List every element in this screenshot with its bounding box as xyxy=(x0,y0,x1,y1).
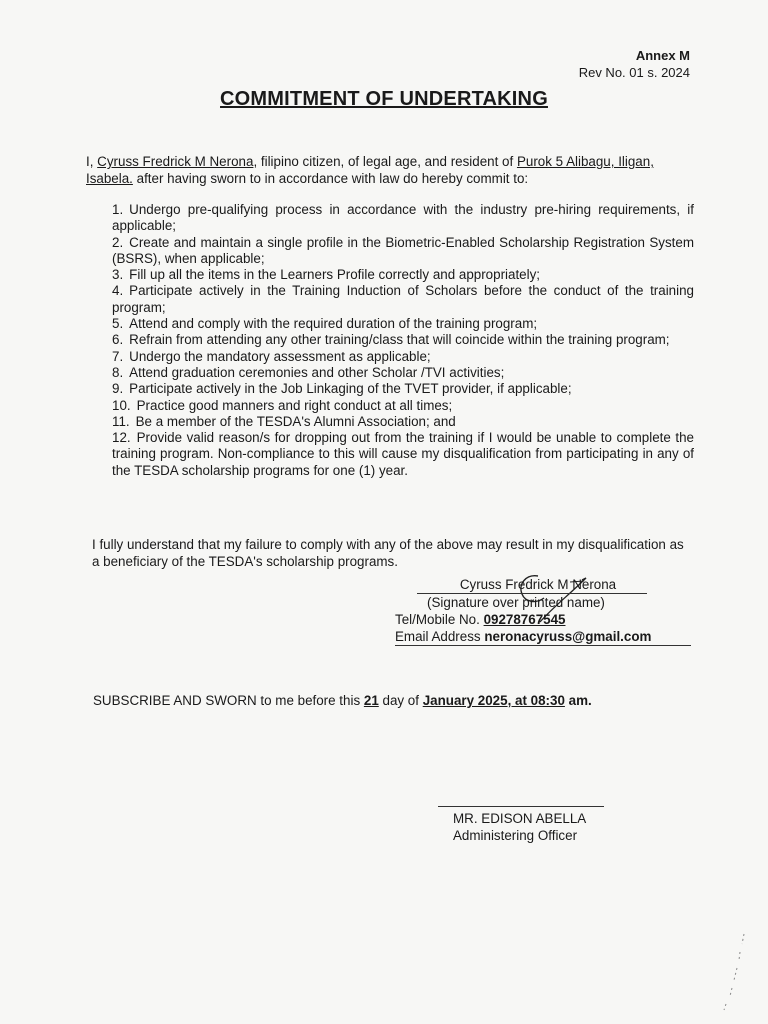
tel-row xyxy=(395,611,705,628)
document-title: COMMITMENT OF UNDERTAKING xyxy=(220,88,548,110)
intro-middle: , filipino citizen, of legal age, and resident of xyxy=(253,154,517,169)
sworn-day: 21 xyxy=(363,693,379,708)
sworn-mid: day of xyxy=(378,693,423,708)
intro-prefix: I, xyxy=(86,154,98,169)
item-text: Participate actively in the Job Linkaging of the TVET provider, if applicable; xyxy=(129,381,572,397)
item-number: 4. xyxy=(112,283,124,299)
annex-header xyxy=(579,47,690,81)
sworn-suffix: am. xyxy=(564,693,592,708)
item-number: 12. xyxy=(112,430,131,446)
email-label: Email Address xyxy=(395,629,485,644)
intro-suffix: after having sworn to in accordance with law do hereby commit to: xyxy=(132,171,529,186)
item-text: Fill up all the items in the Learners Profile correctly and appropriately; xyxy=(129,267,541,283)
email-row xyxy=(395,628,691,646)
item-text: Be a member of the TESDA's Alumni Association; and xyxy=(135,413,456,429)
list-item xyxy=(112,316,694,332)
signature-caption: (Signature over printed name) xyxy=(427,595,605,610)
officer-title: Administering Officer xyxy=(453,828,578,843)
item-text: Practice good manners and right conduct at all times; xyxy=(136,397,453,413)
item-number: 3. xyxy=(112,267,124,283)
signatory-block xyxy=(395,576,705,646)
item-text: Undergo the mandatory assessment as applicable; xyxy=(129,348,431,364)
item-text: Attend and comply with the required duration of the training program; xyxy=(129,316,538,332)
list-item xyxy=(112,235,694,268)
officer-block xyxy=(453,810,586,844)
list-item xyxy=(112,381,694,397)
list-item xyxy=(112,430,694,479)
item-text: Refrain from attending any other training/class that will coincide within the training program; xyxy=(129,332,670,348)
list-item xyxy=(112,283,694,316)
tel-label: Tel/Mobile No. xyxy=(395,612,484,627)
item-number: 6. xyxy=(112,332,124,348)
item-text: Provide valid reason/s for dropping out from the training if I would be unable to complete the training program. Non-compliance to this will cause my disqualification from participating in any of the TESDA scholarship programs for one (1) year. xyxy=(112,430,694,478)
sworn-statement xyxy=(93,692,713,709)
sworn-month: January 2025 xyxy=(422,693,508,708)
item-number: 5. xyxy=(112,316,124,332)
item-number: 11. xyxy=(112,413,130,429)
tel-value: 09278767545 xyxy=(483,612,566,627)
item-text: Participate actively in the Training Induction of Scholars before the conduct of the training program; xyxy=(112,283,694,315)
officer-signature-line xyxy=(438,806,604,807)
email-value: neronacyruss@gmail.com xyxy=(484,629,652,644)
intro-paragraph xyxy=(86,153,692,187)
list-item xyxy=(112,398,694,414)
sworn-prefix: SUBSCRIBE AND SWORN to me before this xyxy=(93,693,364,708)
officer-name: MR. EDISON ABELLA xyxy=(453,811,587,826)
annex-label: Annex M xyxy=(635,48,690,63)
item-number: 10. xyxy=(112,397,131,413)
applicant-name: Cyruss Fredrick M Nerona xyxy=(97,154,254,169)
scan-artifact-marks xyxy=(712,930,752,1020)
revision-number: Rev No. 01 s. 2024 xyxy=(578,65,690,80)
list-item xyxy=(112,414,694,430)
item-text: Undergo pre-qualifying process in accordance with the industry pre-hiring requirements, if applicable; xyxy=(112,202,694,234)
item-number: 9. xyxy=(112,381,124,397)
list-item xyxy=(112,349,694,365)
item-number: 1. xyxy=(112,202,124,217)
closing-paragraph: I fully understand that my failure to comply with any of the above may result in my disqualification as a beneficiary of the TESDA's scholarship programs. xyxy=(92,537,684,569)
commitment-list xyxy=(112,202,694,479)
item-text: Create and maintain a single profile in the Biometric-Enabled Scholarship Registration System (BSRS), when applicable; xyxy=(112,234,694,266)
item-number: 2. xyxy=(112,234,124,250)
item-number: 8. xyxy=(112,364,124,380)
signatory-name: Cyruss Fredrick M Nerona xyxy=(417,576,647,594)
item-text: Attend graduation ceremonies and other Scholar /TVI activities; xyxy=(129,364,505,380)
applicant-address: Purok 5 Alibagu, Iligan, Isabela. xyxy=(86,154,654,186)
list-item xyxy=(112,365,694,381)
list-item xyxy=(112,267,694,283)
item-number: 7. xyxy=(112,348,124,364)
list-item xyxy=(112,332,694,348)
sworn-time: , at 08:30 xyxy=(507,693,565,708)
list-item xyxy=(112,202,694,235)
